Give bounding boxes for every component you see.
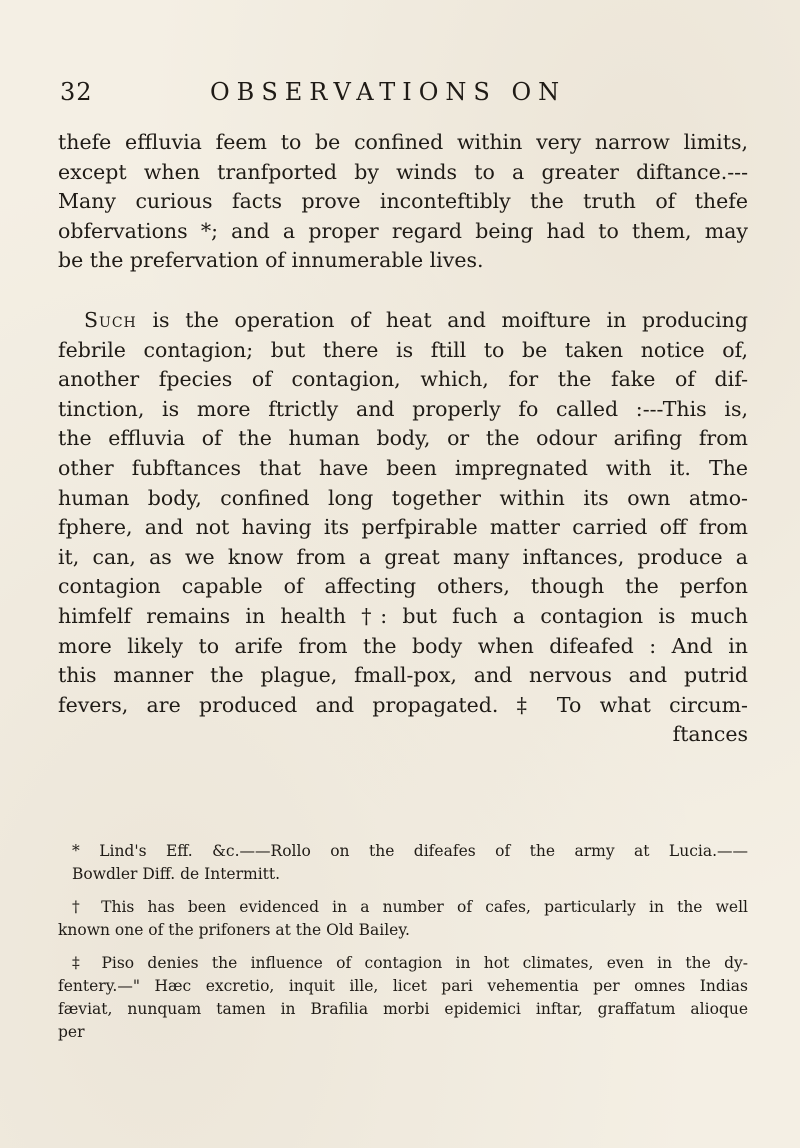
footnotes (58, 840, 748, 1054)
paragraph-gap (58, 276, 748, 306)
text-line: this manner the plague, fmall-pox, and nervous and putrid (58, 663, 748, 688)
main-text (58, 128, 748, 750)
footnote-line: * Lind's Eff. &c.——Rollo on the difeafes of the army at Lucia.—— (72, 842, 748, 860)
page-number: 32 (60, 78, 93, 106)
paragraph-2 (58, 306, 748, 750)
text-line: fphere, and not having its perfpirable matter carried off from (58, 515, 748, 540)
text-line: thefe effluvia feem to be confined within very narrow limits, (58, 130, 748, 154)
text-line: the effluvia of the human body, or the odour arifing from (58, 426, 748, 451)
footnote-line: fentery.—" Hæc excretio, inquit ille, licet pari vehementia per omnes Indias (58, 977, 748, 995)
text-line: it, can, as we know from a great many inftances, produce a (58, 544, 748, 569)
paragraph-1 (58, 128, 748, 276)
footnote-3 (58, 952, 748, 1044)
footnote-line: ‡ Piso denies the influence of contagion in hot climates, even in the dy- (72, 954, 748, 972)
text-line: obfervations *; and a proper regard being had to them, may (58, 218, 748, 243)
catchword: ftances (672, 722, 748, 747)
text-line: febrile contagion; but there is ftill to be taken notice of, (58, 337, 748, 362)
footnote-line: † This has been evidenced in a number of cafes, particularly in the well (72, 898, 748, 916)
text-line: another fpecies of contagion, which, for the fake of dif- (58, 367, 748, 392)
footnote-line: known one of the prifoners at the Old Bailey. (58, 921, 410, 939)
text-line: himfelf remains in health †: but fuch a contagion is much (58, 603, 748, 628)
page-header (60, 78, 750, 118)
lead-word: Such (84, 307, 137, 332)
footnote-1 (58, 840, 748, 886)
text-line: fevers, are produced and propagated. ‡ To what circum- (58, 692, 748, 717)
lead-line-rest: is the operation of heat and moifture in producing (152, 307, 748, 332)
text-line: Many curious facts prove inconteftibly the truth of thefe (58, 189, 748, 214)
text-line: human body, confined long together within its own atmo- (58, 485, 748, 510)
text-line: other fubftances that have been impregnated with it. The (58, 455, 748, 480)
footnote-line: Bowdler Diff. de Intermitt. (72, 865, 281, 883)
text-line (58, 306, 748, 336)
text-line: more likely to arife from the body when difeafed : And in (58, 633, 748, 658)
text-line: be the prefervation of innumerable lives. (58, 248, 484, 273)
footnote-line: fæviat, nunquam tamen in Brafilia morbi epidemici inftar, graffatum alioque (58, 1000, 748, 1018)
footnote-2 (58, 896, 748, 942)
text-line: tinction, is more ftrictly and properly fo called :---This is, (58, 396, 748, 421)
text-line: contagion capable of affecting others, though the perfon (58, 574, 748, 599)
running-head: OBSERVATIONS ON (210, 78, 567, 106)
text-line: except when tranfported by winds to a greater diftance.--- (58, 159, 748, 184)
footnote-catchword: per (58, 1023, 85, 1041)
